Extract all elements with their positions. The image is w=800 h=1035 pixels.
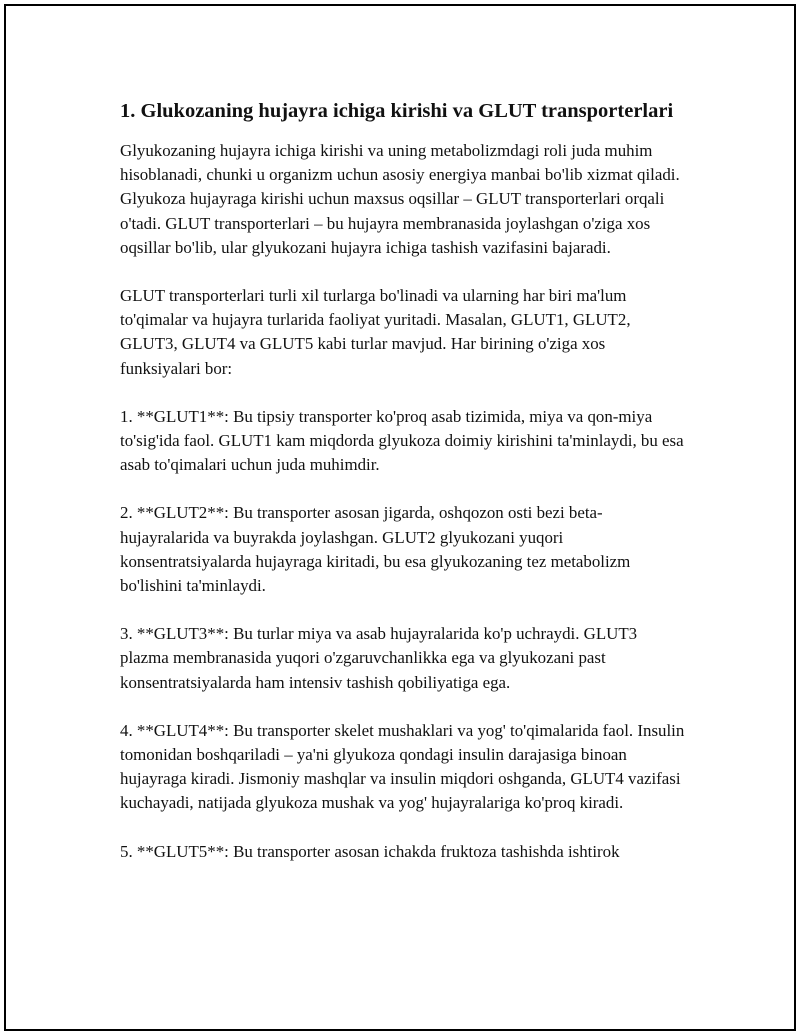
paragraph-glut2: 2. **GLUT2**: Bu transporter asosan jigarda, oshqozon osti bezi beta-hujayralarida va buyrakda joylashgan. GLUT2 glyukozani yuqori konsentratsiyalarda hujayraga kiritadi, bu esa glyukozaning tez metabolizm bo'lishini ta'minlaydi. (120, 503, 631, 596)
paragraph-intro: Glyukozaning hujayra ichiga kirishi va uning metabolizmdagi roli juda muhim hisoblanadi, chunki u organizm uchun asosiy energiya manbai bo'lib xizmat qiladi. Glyukoza hujayraga kirishi uchun maxsus oqsillar – GLUT transporterlari orqali o'tadi. GLUT transporterlari – bu hujayra membranasida joylashgan o'ziga xos oqsillar bo'lib, ular glyukozani hujayra ichiga tashish vazifasini bajaradi. (120, 141, 680, 257)
page-frame (4, 4, 796, 1031)
paragraph-glut4: 4. **GLUT4**: Bu transporter skelet mushaklari va yog' to'qimalarida faol. Insulin tomonidan boshqariladi – ya'ni glyukoza qondagi insulin darajasiga binoan hujayraga kiradi. Jismoniy mashqlar va insulin miqdori oshganda, GLUT4 vazifasi kuchayadi, natijada glyukoza mushak va yog' hujayralariga ko'proq kiradi. (120, 720, 685, 813)
paragraph-glut-types: GLUT transporterlari turli xil turlarga bo'linadi va ularning har biri ma'lum to'qimalar va hujayra turlarida faoliyat yuritadi. Masalan, GLUT1, GLUT2, GLUT3, GLUT4 va GLUT5 kabi turlar mavjud. Har birining o'ziga xos funksiyalari bor: (120, 286, 631, 378)
document-body (120, 98, 690, 888)
paragraph-glut5: 5. **GLUT5**: Bu transporter asosan ichakda fruktoza tashishda ishtirok (120, 841, 620, 861)
section-heading: 1. Glukozaning hujayra ichiga kirishi va GLUT transporterlari (120, 100, 674, 122)
paragraph-glut3: 3. **GLUT3**: Bu turlar miya va asab hujayralarida ko'p uchraydi. GLUT3 plazma membranasida yuqori o'zgaruvchanlikka ega va glyukozani past konsentratsiyalarda ham intensiv tashish qobiliyatiga ega. (120, 624, 638, 692)
paragraph-glut1: 1. **GLUT1**: Bu tipsiy transporter ko'proq asab tizimida, miya va qon-miya to'sig'ida faol. GLUT1 kam miqdorda glyukoza doimiy kirishini ta'minlaydi, bu esa asab to'qimalari uchun juda muhimdir. (120, 406, 684, 475)
